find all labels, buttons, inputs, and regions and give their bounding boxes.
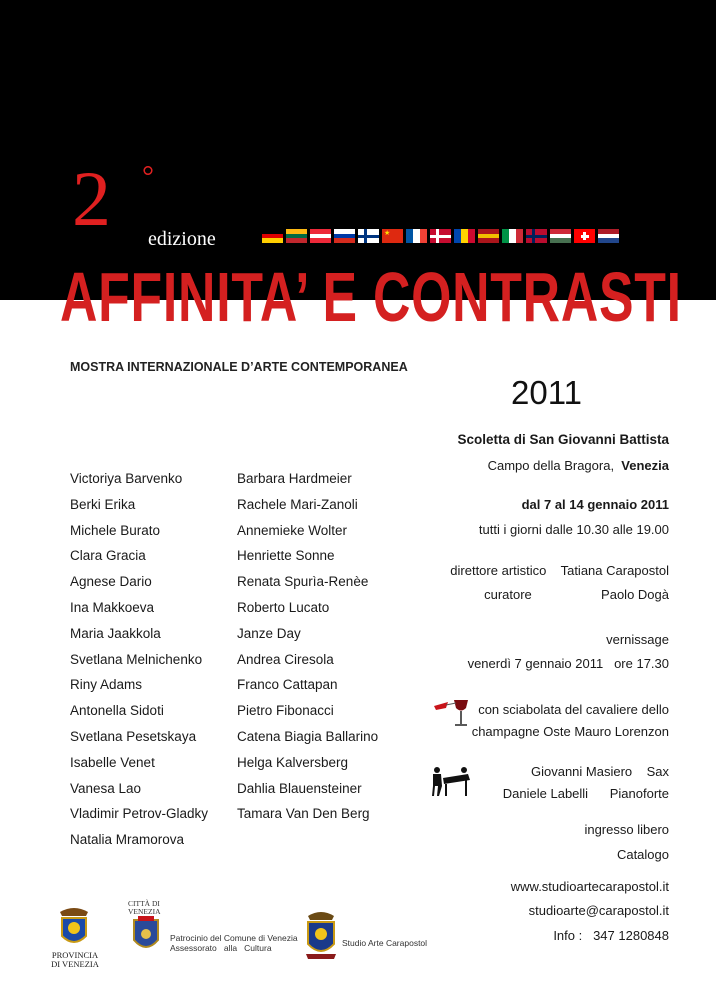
- artist-name: Svetlana Melnichenko: [70, 651, 203, 667]
- phone-number[interactable]: 347 1280848: [593, 928, 669, 943]
- provincia-venezia-crest-icon: [54, 904, 94, 950]
- netherlands-flag: [598, 229, 619, 243]
- italy-flag: [502, 229, 523, 243]
- artist-name: Maria Jaakkola: [70, 625, 161, 641]
- director-label: direttore artistico: [450, 563, 547, 578]
- artist-name: Michele Burato: [70, 522, 161, 538]
- artist-name: Annemieke Wolter: [237, 522, 348, 538]
- edition-number: 2: [72, 155, 111, 242]
- patrocinio-line2: Assessorato alla Cultura: [170, 943, 272, 953]
- provincia-line2: DI VENEZIA: [51, 959, 99, 969]
- citta-venezia-crest-icon: [130, 916, 162, 956]
- switzerland-flag: [574, 229, 595, 243]
- studio-carapostol-crest-icon: [302, 910, 340, 962]
- moldova-flag: [454, 229, 475, 243]
- provincia-line1: PROVINCIA: [51, 950, 99, 960]
- piano-player-icon: [428, 766, 472, 798]
- curator-line: [484, 587, 669, 602]
- artists-column-2: [237, 470, 378, 831]
- director-line: [450, 563, 669, 578]
- exhibition-dates: dal 7 al 14 gennaio 2011: [521, 497, 669, 512]
- opening-hours: tutti i giorni dalle 10.30 alle 19.00: [478, 522, 669, 537]
- website-link[interactable]: www.studioartecarapostol.it: [510, 879, 669, 894]
- artists-column-1: [70, 470, 208, 857]
- artist-name: Svetlana Pesetskaya: [70, 728, 197, 744]
- piano-player: Daniele Labelli: [502, 786, 589, 801]
- catalog: Catalogo: [616, 847, 669, 862]
- artist-name: Riny Adams: [70, 677, 143, 693]
- artist-name: Agnese Dario: [70, 574, 152, 590]
- norway-flag: [526, 229, 547, 243]
- studio-label: Studio Arte Carapostol: [342, 938, 428, 948]
- music-line1: [531, 764, 669, 779]
- citta-label: [128, 900, 161, 916]
- citta-line1: CITTÀ DI: [128, 899, 160, 908]
- exhibition-title: AFFINITA’ E CONTRASTI: [60, 258, 682, 336]
- flags-row: [262, 229, 619, 243]
- artist-name: Vanesa Lao: [70, 780, 142, 796]
- artist-name: Antonella Sidoti: [70, 703, 164, 719]
- germany-flag: [262, 229, 283, 243]
- exhibition-subtitle: MOSTRA INTERNAZIONALE D’ARTE CONTEMPORANEA: [70, 360, 408, 374]
- artist-name: Rachele Mari-Zanoli: [237, 496, 358, 512]
- phone-line: [553, 928, 669, 943]
- artist-name: Pietro Fibonacci: [237, 703, 334, 719]
- sciabolata-line1: con sciabolata del cavaliere dello: [478, 702, 669, 717]
- artist-name: Clara Gracia: [70, 548, 146, 564]
- sciabolata-line2: champagne Oste Mauro Lorenzon: [471, 724, 669, 739]
- provincia-label: [48, 951, 102, 969]
- phone-label: Info :: [553, 928, 583, 943]
- piano-instrument: Pianoforte: [609, 786, 669, 801]
- sax-player: Giovanni Masiero: [530, 764, 633, 779]
- patrocinio-text: [170, 933, 298, 953]
- citta-line2: VENEZIA: [128, 907, 161, 916]
- artist-name: Helga Kalversberg: [237, 754, 349, 770]
- email-link[interactable]: studioarte@carapostol.it: [528, 903, 669, 918]
- free-entry: ingresso libero: [584, 822, 669, 837]
- artist-name: Renata Spurìa-Renèe: [237, 574, 369, 590]
- artist-name: Ina Makkoeva: [70, 599, 155, 615]
- finland-flag: [358, 229, 379, 243]
- artist-name: Catena Biagia Ballarino: [237, 728, 379, 744]
- patrocinio-line1: Patrocinio del Comune di Venezia: [170, 933, 298, 943]
- curator-label: curatore: [484, 587, 532, 602]
- champagne-glass-icon: [432, 696, 472, 732]
- venue-name: Scoletta di San Giovanni Battista: [457, 432, 669, 447]
- artist-name: Andrea Ciresola: [237, 651, 334, 667]
- spain-flag: [478, 229, 499, 243]
- venue-city: Venezia: [621, 458, 669, 473]
- artist-name: Roberto Lucato: [237, 599, 330, 615]
- artist-name: Franco Cattapan: [237, 677, 338, 693]
- music-line2: [503, 786, 669, 801]
- artist-name: Barbara Hardmeier: [237, 471, 352, 486]
- artist-name: Vladimir Petrov-Gladky: [70, 806, 209, 822]
- artist-name: Victoriya Barvenko: [70, 471, 183, 486]
- austria-flag: [310, 229, 331, 243]
- venue-address: [488, 458, 669, 473]
- china-flag: ★: [382, 229, 403, 243]
- vernissage-when: venerdì 7 gennaio 2011 ore 17.30: [467, 656, 669, 671]
- edition-degree: °: [142, 160, 154, 193]
- edition-word: edizione: [148, 228, 216, 250]
- vernissage-label: vernissage: [606, 632, 669, 647]
- artist-name: Tamara Van Den Berg: [237, 806, 370, 822]
- exhibition-year: 2011: [511, 374, 582, 411]
- denmark-flag: [430, 229, 451, 243]
- artist-name: Henriette Sonne: [237, 548, 335, 564]
- venue-street: Campo della Bragora,: [487, 458, 615, 473]
- artist-name: Berki Erika: [70, 496, 136, 512]
- lithuania-flag: [286, 229, 307, 243]
- sax-instrument: Sax: [646, 764, 669, 779]
- russia-flag: [334, 229, 355, 243]
- artist-name: Dahlia Blauensteiner: [237, 780, 362, 796]
- france-flag: [406, 229, 427, 243]
- artist-name: Isabelle Venet: [70, 754, 155, 770]
- director-name: Tatiana Carapostol: [560, 563, 669, 578]
- artist-name: Natalia Mramorova: [70, 832, 185, 848]
- hungary-flag: [550, 229, 571, 243]
- curator-name: Paolo Dogà: [601, 587, 669, 602]
- artist-name: Janze Day: [237, 625, 301, 641]
